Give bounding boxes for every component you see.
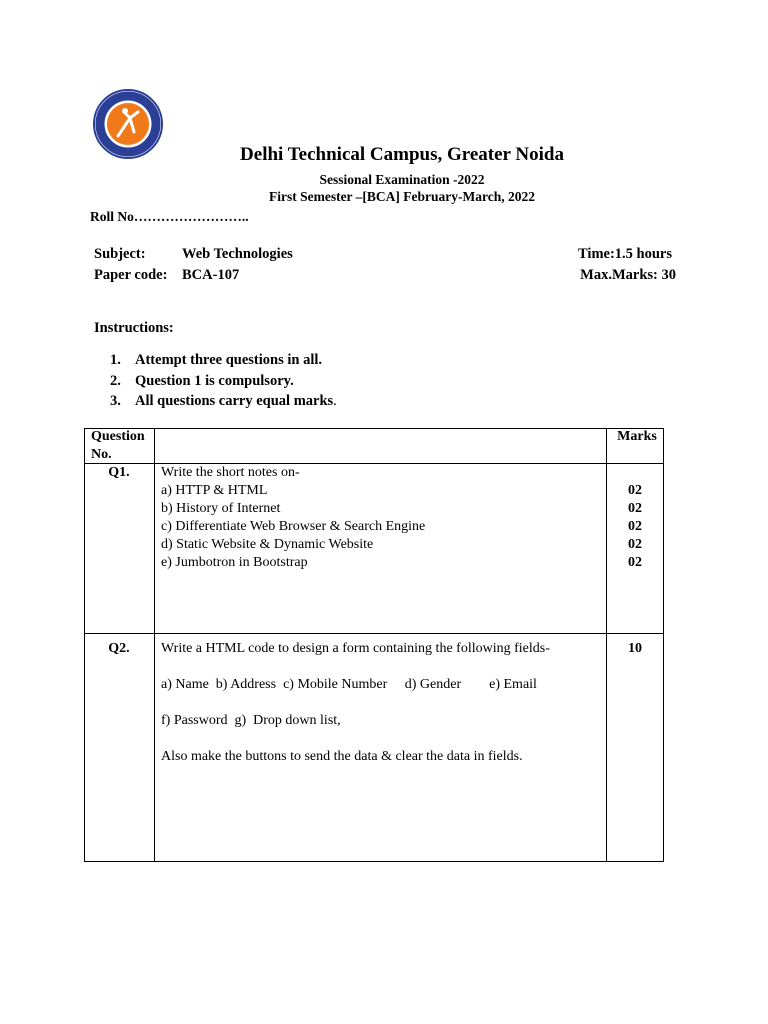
semester-info: First Semester –[BCA] February-March, 2022 — [268, 189, 536, 204]
max-marks: Max.Marks: 30 — [580, 267, 676, 283]
question-number-q2: Q2. — [108, 641, 130, 656]
page-title: Delhi Technical Campus, Greater Noida — [240, 144, 564, 165]
instruction-item: 2. Question 1 is compulsory. — [110, 372, 294, 389]
question-number-q1: Q1. — [108, 465, 130, 480]
subject-value: Web Technologies — [182, 246, 293, 262]
paper-code-value: BCA-107 — [182, 267, 240, 283]
marks-q1: 02 02 02 02 02 — [628, 483, 642, 570]
question-text-q1: Write the short notes on- a) HTTP & HTML b) History of Internet c) Differentiate Web Browser & Search Engine d) Static Website & Dynamic Website e) Jumbotron in Bootstrap — [161, 465, 426, 570]
subject-label: Subject: — [94, 246, 146, 262]
paper-code-label: Paper code: — [94, 267, 168, 283]
instruction-item: 3. All questions carry equal marks. — [110, 393, 337, 409]
instructions-heading: Instructions: — [94, 320, 174, 336]
question-table — [84, 428, 664, 862]
marks-q2: 10 — [628, 641, 642, 656]
header-marks: Marks — [617, 429, 657, 444]
time-allowed: Time:1.5 hours — [578, 246, 672, 262]
header-question-no: Question No. — [91, 429, 145, 462]
roll-number-field: Roll No…………………….. — [90, 209, 249, 224]
instruction-item: 1. Attempt three questions in all. — [110, 352, 323, 368]
instructions-list — [110, 352, 337, 414]
question-text-q2: Write a HTML code to design a form containing the following fields- a) Name b) Address c) Mobile Number d) Gender e) Email f) Password g) Drop down list, Also make the buttons to send the data & clear the data in fields. — [161, 641, 550, 764]
exam-name: Sessional Examination -2022 — [319, 172, 485, 187]
